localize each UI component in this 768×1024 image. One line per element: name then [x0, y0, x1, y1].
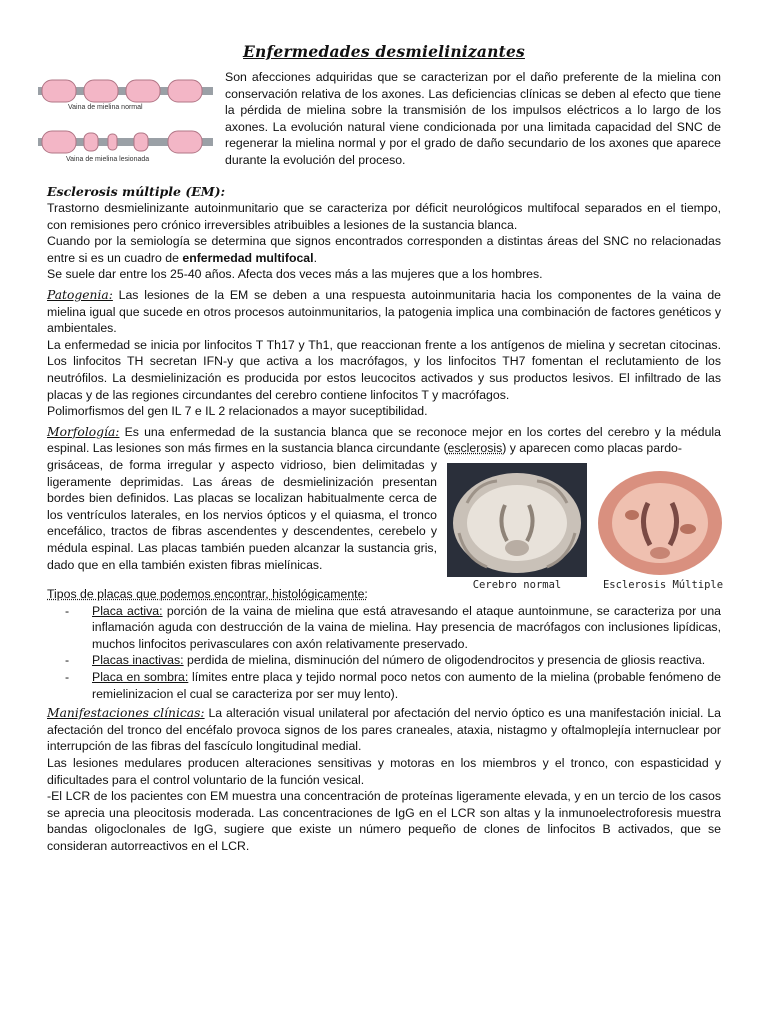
manifestaciones-lcr: -El LCR de los pacientes con EM muestra una concentración de proteínas ligeramente elevada, y en un tercio de los casos se aprecia una pleocitosis moderada. Las concentraciones de IgG en el LCR son altas y la inmunoelectroforesis muestra bandas oligoclonales de IgG, sugiere que existe un número pequeño de clones de linfocitos B activados, que se consideran autorreactivos en el LCR.	[47, 789, 721, 853]
morfologia-paragraph: Morfología: Es una enfermedad de la sustancia blanca que se reconoce mejor en los cortes del cerebro y la médula espinal. Las lesiones son más firmes en la sustancia blanca circundante (esclerosis) y aparecen como placas pardo-	[47, 424, 721, 456]
tipos-section	[47, 586, 721, 855]
intro-paragraph: Son afecciones adquiridas que se caracterizan por el daño preferente de la mielina con conservación relativa de los axones. Las deficiencias clínicas se deben al efecto que tiene la pérdida de mielina sobre la transmisión de los impulsos eléctricos a lo largo de los axones. La evolución natural viene condicionada por una limitada capacidad del SNC de regenerar la mielina normal y por el grado de daño secundario de los axones que aparece durante la evolución del proceso.	[225, 70, 721, 167]
patogenia-genetics: Polimorfismos del gen IL 7 e IL 2 relacionados a mayor suceptibilidad.	[47, 404, 428, 419]
em-definition: Trastorno desmielinizante autoinmunitario que se caracteriza por déficit neurológicos multifocal separados en el tiempo, con remisiones pero crónico irreversibles atribuibles a lesiones de la sustancia blanca.	[47, 201, 721, 232]
manifestaciones-label: Manifestaciones clínicas:	[47, 706, 205, 721]
morfologia-label: Morfología:	[47, 424, 120, 439]
plaque-type-item: - Placas inactivas: perdida de mielina, disminución del número de oligodendrocitos y presencia de gliosis reactiva.	[65, 653, 706, 668]
caption-normal: Cerebro normal	[472, 579, 562, 591]
em-epidemiology: Se suele dar entre los 25-40 años. Afecta dos veces más a las mujeres que a los hombres.	[47, 267, 543, 282]
plaque-type-label: Placa en sombra:	[92, 669, 189, 684]
esclerosis-term: esclerosis	[447, 441, 503, 456]
brain-em-image	[590, 463, 730, 577]
plaque-type-item: - Placa activa: porción de la vaina de mielina que está atravesando el ataque auntoinmune, se caracteriza por una inflamación aguda con destrucción de la vaina de mielina. Hay presencia de macrófagos con inclusiones lipídicas, muchos linfocitos perivasculares con axón relativamente preservado.	[65, 603, 722, 651]
em-heading: Esclerosis múltiple (EM):	[47, 184, 226, 199]
multifocal-term: enfermedad multifocal	[182, 250, 314, 265]
patogenia-mechanism: La enfermedad se inicia por linfocitos T Th17 y Th1, que reaccionan frente a los antígenos de mielina y secretan citocinas. Los linfocitos TH secretan IFN-y que activa a los macrófagos, y los linfocitos TH7 fomentan el reclutamiento de los neutrófilos. La desmielinización es producida por estos leucocitos activados y sus productos lesivos. El infiltrado de las placas y de las regiones circundantes del cerebro contiene linfocitos T y macrófagos.	[47, 337, 721, 402]
plaque-type-label: Placas inactivas:	[92, 653, 184, 668]
myelin-figure	[38, 76, 213, 168]
tipos-heading: Tipos de placas que podemos encontrar, histológicamente:	[47, 587, 368, 601]
caption-em: Esclerosis Múltiple	[602, 579, 724, 591]
brain-normal-image	[447, 463, 587, 577]
em-section	[47, 184, 721, 457]
myelin-normal-label: Vaina de mielina normal	[68, 104, 143, 111]
page-title: Enfermedades desmielinizantes	[243, 42, 525, 61]
plaque-type-label: Placa activa:	[92, 603, 163, 618]
manifestaciones-medulares: Las lesiones medulares producen alteraciones sensitivas y motoras en los miembros y el tronco, con espasticidad y dificultades para el control voluntario de la función vesical.	[47, 755, 721, 787]
morfologia-description: grisáceas, de forma irregular y aspecto vidrioso, bien delimitadas y ligeramente deprimidas. Las áreas de desmielinización presentan bordes bien definidos. Las placas se localizan habitualmente cerca de los ventrículos laterales, en los nervios ópticos y el quiasma, el tronco encefálico, tractos de fibras ascendentes y descendentes, cerebelo y médula espinal. Las placas también pueden alcanzar la sustancia gris, dado que en ella también existen fibras mielínicas.	[47, 458, 437, 572]
plaque-type-item: - Placa en sombra: límites entre placa y tejido normal poco netos con aumento de la mielina (probable fenómeno de remielinizacion el cual se caracteriza por ser muy lento).	[65, 669, 721, 701]
myelin-damaged-label: Vaina de mielina lesionada	[66, 156, 150, 163]
plaque-type-list	[47, 603, 721, 703]
em-multifocal: Cuando por la semiología se determina que signos encontrados corresponden a distintas áreas del SNC no relacionadas entre si es un cuadro de enfermedad multifocal.	[47, 234, 721, 265]
manifestaciones-paragraph: Manifestaciones clínicas: La alteración visual unilateral por afectación del nervio óptico es una manifestación inicial. La afectación del tronco del encéfalo provoca signos de los pares craneales, ataxia, nistagmo y oftalmoplejía internuclear por interrupción de las fibras del fascículo longitudinal medial.	[47, 706, 722, 754]
patogenia-label: Patogenia:	[47, 287, 113, 302]
myelin-diagram	[38, 76, 213, 168]
patogenia-paragraph: Patogenia: Las lesiones de la EM se deben a una respuesta autoinmunitaria hacia los componentes de la vaina de mielina igual que sucede en otros procesos autoinmunitarios, la patogenia implica una combinación de factores genéticos y ambientales.	[47, 287, 721, 336]
brain-figure	[447, 463, 730, 593]
